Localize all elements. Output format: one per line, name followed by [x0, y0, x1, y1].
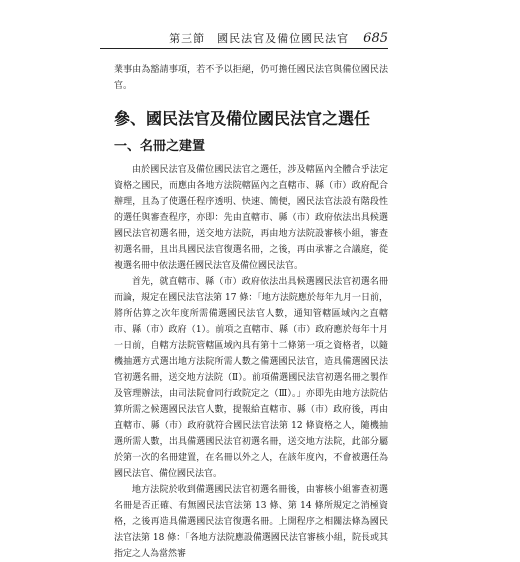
main-heading: 參、國民法官及備位國民法官之選任 — [114, 109, 371, 128]
running-header — [100, 30, 388, 46]
header-rule — [100, 48, 388, 49]
continued-paragraph: 業事由為豁請事項，若不予以拒絕，仍可擔任國民法官與備位國民法官。 — [114, 65, 388, 91]
paragraph-1: 由於國民法官及備位國民法官之選任，涉及轄區內全體合乎法定資格之國民，而應由各地方法院轄區內之直轄市、縣（市）政府配合辦理，且為了使選任程序透明、快速、簡便，國民法官法設有階段性的選任與審查程序，亦即：先由直轄市、縣（市）政府依法出具候選國民法官初選名冊，送交地方法院，再由地方法院設審核小組，審查初選名冊，且出具國民法官復選名冊，之後，再由承審之合議庭，從複選名冊中依法選任國民法官及備位國民法官。 — [114, 165, 388, 271]
page-number: 685 — [363, 31, 388, 46]
sub-heading: 一、名冊之建置 — [114, 139, 206, 154]
section-title: 第三節 國民法官及備位國民法官 — [169, 32, 350, 45]
paragraph-2: 首先，就直轄市、縣（市）政府依法出具候選國民法官初選名冊而論，規定在國民法官法第 17 條：「地方法院應於每年九月一日前，將所估算之次年度所需備選國民法官人數，通知管轄區域內之直轄市、縣（市）政府（1）。前項之直轄市、縣（市）政府應於每年十月一日前，自轄方法院管轄區域內具有第十二條第一項之資格者，以隨機抽選方式選出地方法院所需人數之備選國民法官，造具備選國民法官初選名冊，送交地方法院（Ⅱ）。前項備選國民法官初選名冊之製作及管理辦法，由司法院會同行政院定之（Ⅲ）。」亦即先由地方法院估算所需之候選國民法官人數，提報給直轄市、縣（市）政府後，再由直轄市、縣（市）政府就符合國民法官法第 12 條資格之人，隨機抽選所需人數，出具備選國民法官初選名冊，送交地方法院，此部分屬於第一次的名冊建置，在名冊以外之人，在該年度內，不會被選任為國民法官、備位國民法官。 — [114, 277, 388, 479]
paragraph-3: 地方法院於收到備選國民法官初選名冊後，由審核小組審查初選名冊是否正確、有無國民法官法第 13 條、第 14 條所規定之消極資格，之後再造具備選國民法官復選名冊。上開程序之相關法條為國民法官法第 18 條：「各地方法院應設備選國民法官審核小組，院長或其指定之人為當然審 — [114, 485, 388, 559]
page-body — [114, 62, 388, 562]
